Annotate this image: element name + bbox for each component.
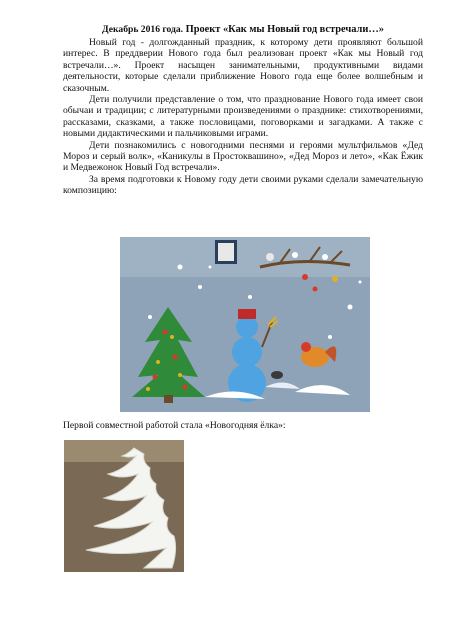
heading-date: Декабрь 2016 года. [102,24,184,35]
document-heading [63,24,423,36]
paper-tree-illustration [64,440,184,572]
paragraph-songs: Дети познакомились с новогодними песнями и героями мультфильмов «Дед Мороз и серый волк», «Каникулы в Простоквашино», «Дед Мороз и лето», «Как Ёжик и Медвежонок Новый Год встречали». [63,139,423,174]
first-work-caption: Первой совместной работой стала «Новогодняя ёлка»: [63,420,286,431]
composition-photo [120,237,370,412]
paper-tree-photo [64,440,184,572]
document-body [63,24,423,197]
paragraph-intro: Новый год - долгожданный праздник, к которому дети проявляют большой интерес. В преддверии Нового года был реализован проект «Как мы Новый год встречали…». Проект насыщен занимательными, продуктивными видами деятельности, которые сделали приближение Нового года еще более волшебным и сказочным. [63,37,423,94]
paragraph-composition: За время подготовки к Новому году дети своими руками сделали замечательную композицию: [63,173,423,197]
heading-project: Проект «Как мы Новый год встречали…» [185,24,384,35]
composition-illustration [120,237,370,412]
paragraph-traditions: Дети получили представление о том, что празднование Нового года имеет свои обычаи и традиции; с литературными произведениями о празднике: стихотворениями, рассказами, сказками, а также пословицами, поговорками и загадками. А также с новыми дидактическими и пальчиковыми играми. [63,94,423,140]
